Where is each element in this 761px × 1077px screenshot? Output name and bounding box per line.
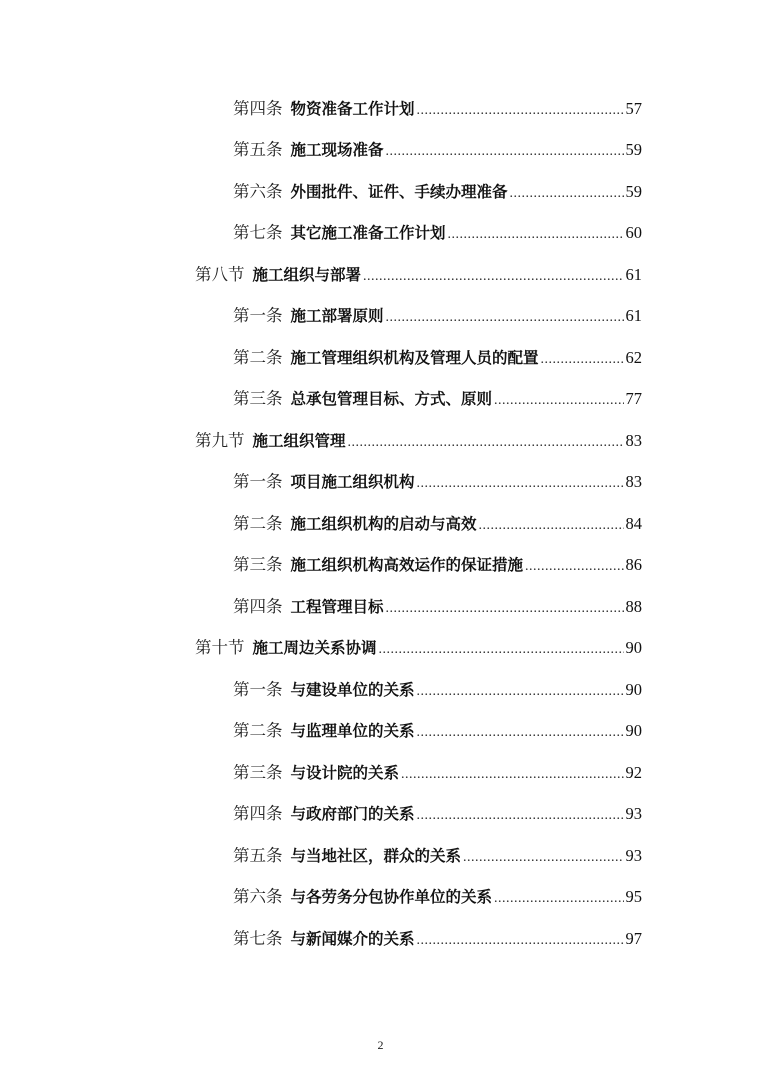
entry-number: 第三条 — [233, 555, 283, 574]
toc-section-entry[interactable] — [195, 260, 642, 290]
dot-leader — [379, 635, 624, 665]
entry-page: 97 — [625, 929, 642, 948]
entry-title: 工程管理目标 — [290, 598, 384, 616]
toc-entry[interactable] — [233, 218, 642, 248]
entry-title: 其它施工准备工作计划 — [290, 224, 446, 242]
dot-leader — [463, 843, 623, 873]
entry-number: 第一条 — [233, 306, 283, 325]
entry-page: 88 — [625, 597, 642, 616]
entry-page: 60 — [625, 223, 642, 242]
toc-entry[interactable] — [233, 509, 642, 539]
entry-title: 物资准备工作计划 — [290, 100, 415, 118]
dot-leader — [417, 718, 624, 748]
entry-page: 90 — [625, 680, 642, 699]
entry-number: 第十节 — [195, 638, 245, 657]
dot-leader — [494, 884, 623, 914]
entry-title: 与政府部门的关系 — [290, 805, 415, 823]
toc-entry[interactable] — [233, 799, 642, 829]
entry-number: 第八节 — [195, 265, 245, 284]
toc-entry[interactable] — [233, 758, 642, 788]
entry-title: 外围批件、证件、手续办理准备 — [290, 183, 508, 201]
entry-number: 第七条 — [233, 929, 283, 948]
entry-number: 第二条 — [233, 514, 283, 533]
entry-number: 第五条 — [233, 846, 283, 865]
entry-number: 第三条 — [233, 389, 283, 408]
toc-entry[interactable] — [233, 924, 642, 954]
page-number: 2 — [377, 1038, 384, 1052]
entry-number: 第三条 — [233, 763, 283, 782]
dot-leader — [417, 801, 624, 831]
entry-title: 施工周边关系协调 — [252, 639, 377, 657]
dot-leader — [479, 511, 624, 541]
entry-page: 59 — [625, 182, 642, 201]
dot-leader — [348, 428, 624, 458]
entry-title: 施工管理组织机构及管理人员的配置 — [290, 349, 539, 367]
entry-title: 与设计院的关系 — [290, 764, 400, 782]
entry-number: 第七条 — [233, 223, 283, 242]
dot-leader — [417, 469, 624, 499]
entry-number: 第一条 — [233, 680, 283, 699]
entry-title: 与建设单位的关系 — [290, 681, 415, 699]
entry-number: 第四条 — [233, 804, 283, 823]
entry-title: 项目施工组织机构 — [290, 473, 415, 491]
toc-entry[interactable] — [233, 177, 642, 207]
entry-page: 59 — [625, 140, 642, 159]
entry-page: 84 — [625, 514, 642, 533]
entry-number: 第六条 — [233, 887, 283, 906]
toc-entry[interactable] — [233, 467, 642, 497]
entry-number: 第四条 — [233, 597, 283, 616]
entry-page: 62 — [625, 348, 642, 367]
entry-title: 与监理单位的关系 — [290, 722, 415, 740]
entry-number: 第四条 — [233, 99, 283, 118]
entry-title: 施工现场准备 — [290, 141, 384, 159]
entry-page: 83 — [625, 431, 642, 450]
entry-number: 第二条 — [233, 348, 283, 367]
entry-page: 83 — [625, 472, 642, 491]
entry-title: 总承包管理目标、方式、原则 — [290, 390, 493, 408]
entry-title: 施工组织与部署 — [252, 266, 362, 284]
entry-page: 95 — [625, 887, 642, 906]
entry-page: 61 — [625, 265, 642, 284]
entry-page: 61 — [625, 306, 642, 325]
dot-leader — [541, 345, 624, 375]
toc-entry[interactable] — [233, 94, 642, 124]
toc-entry[interactable] — [233, 301, 642, 331]
entry-page: 90 — [625, 721, 642, 740]
toc-entry[interactable] — [233, 384, 642, 414]
toc-section-entry[interactable] — [195, 633, 642, 663]
dot-leader — [417, 677, 624, 707]
toc-entry[interactable] — [233, 135, 642, 165]
entry-title: 施工组织管理 — [252, 432, 346, 450]
entry-number: 第六条 — [233, 182, 283, 201]
entry-title: 与各劳务分包协作单位的关系 — [290, 888, 493, 906]
toc-entry[interactable] — [233, 841, 642, 871]
entry-title: 与当地社区，群众的关系 — [290, 847, 462, 865]
entry-title: 施工部署原则 — [290, 307, 384, 325]
dot-leader — [386, 137, 624, 167]
dot-leader — [417, 96, 624, 126]
dot-leader — [525, 552, 623, 582]
entry-page: 77 — [625, 389, 642, 408]
dot-leader — [363, 262, 623, 292]
entry-page: 93 — [625, 804, 642, 823]
dot-leader — [494, 386, 623, 416]
dot-leader — [401, 760, 623, 790]
dot-leader — [510, 179, 624, 209]
entry-page: 90 — [625, 638, 642, 657]
dot-leader — [417, 926, 624, 956]
toc-entry[interactable] — [233, 675, 642, 705]
entry-page: 92 — [625, 763, 642, 782]
entry-number: 第九节 — [195, 431, 245, 450]
toc-section-entry[interactable] — [195, 426, 642, 456]
entry-number: 第一条 — [233, 472, 283, 491]
toc-entry[interactable] — [233, 343, 642, 373]
toc-entry[interactable] — [233, 592, 642, 622]
entry-page: 57 — [625, 99, 642, 118]
dot-leader — [386, 303, 624, 333]
entry-number: 第五条 — [233, 140, 283, 159]
toc-entry[interactable] — [233, 716, 642, 746]
dot-leader — [386, 594, 624, 624]
entry-title: 施工组织机构高效运作的保证措施 — [290, 556, 524, 574]
entry-title: 施工组织机构的启动与高效 — [290, 515, 477, 533]
entry-page: 86 — [625, 555, 642, 574]
toc-entry[interactable] — [233, 882, 642, 912]
entry-number: 第二条 — [233, 721, 283, 740]
dot-leader — [448, 220, 624, 250]
entry-page: 93 — [625, 846, 642, 865]
entry-title: 与新闻媒介的关系 — [290, 930, 415, 948]
toc-entry[interactable] — [233, 550, 642, 580]
